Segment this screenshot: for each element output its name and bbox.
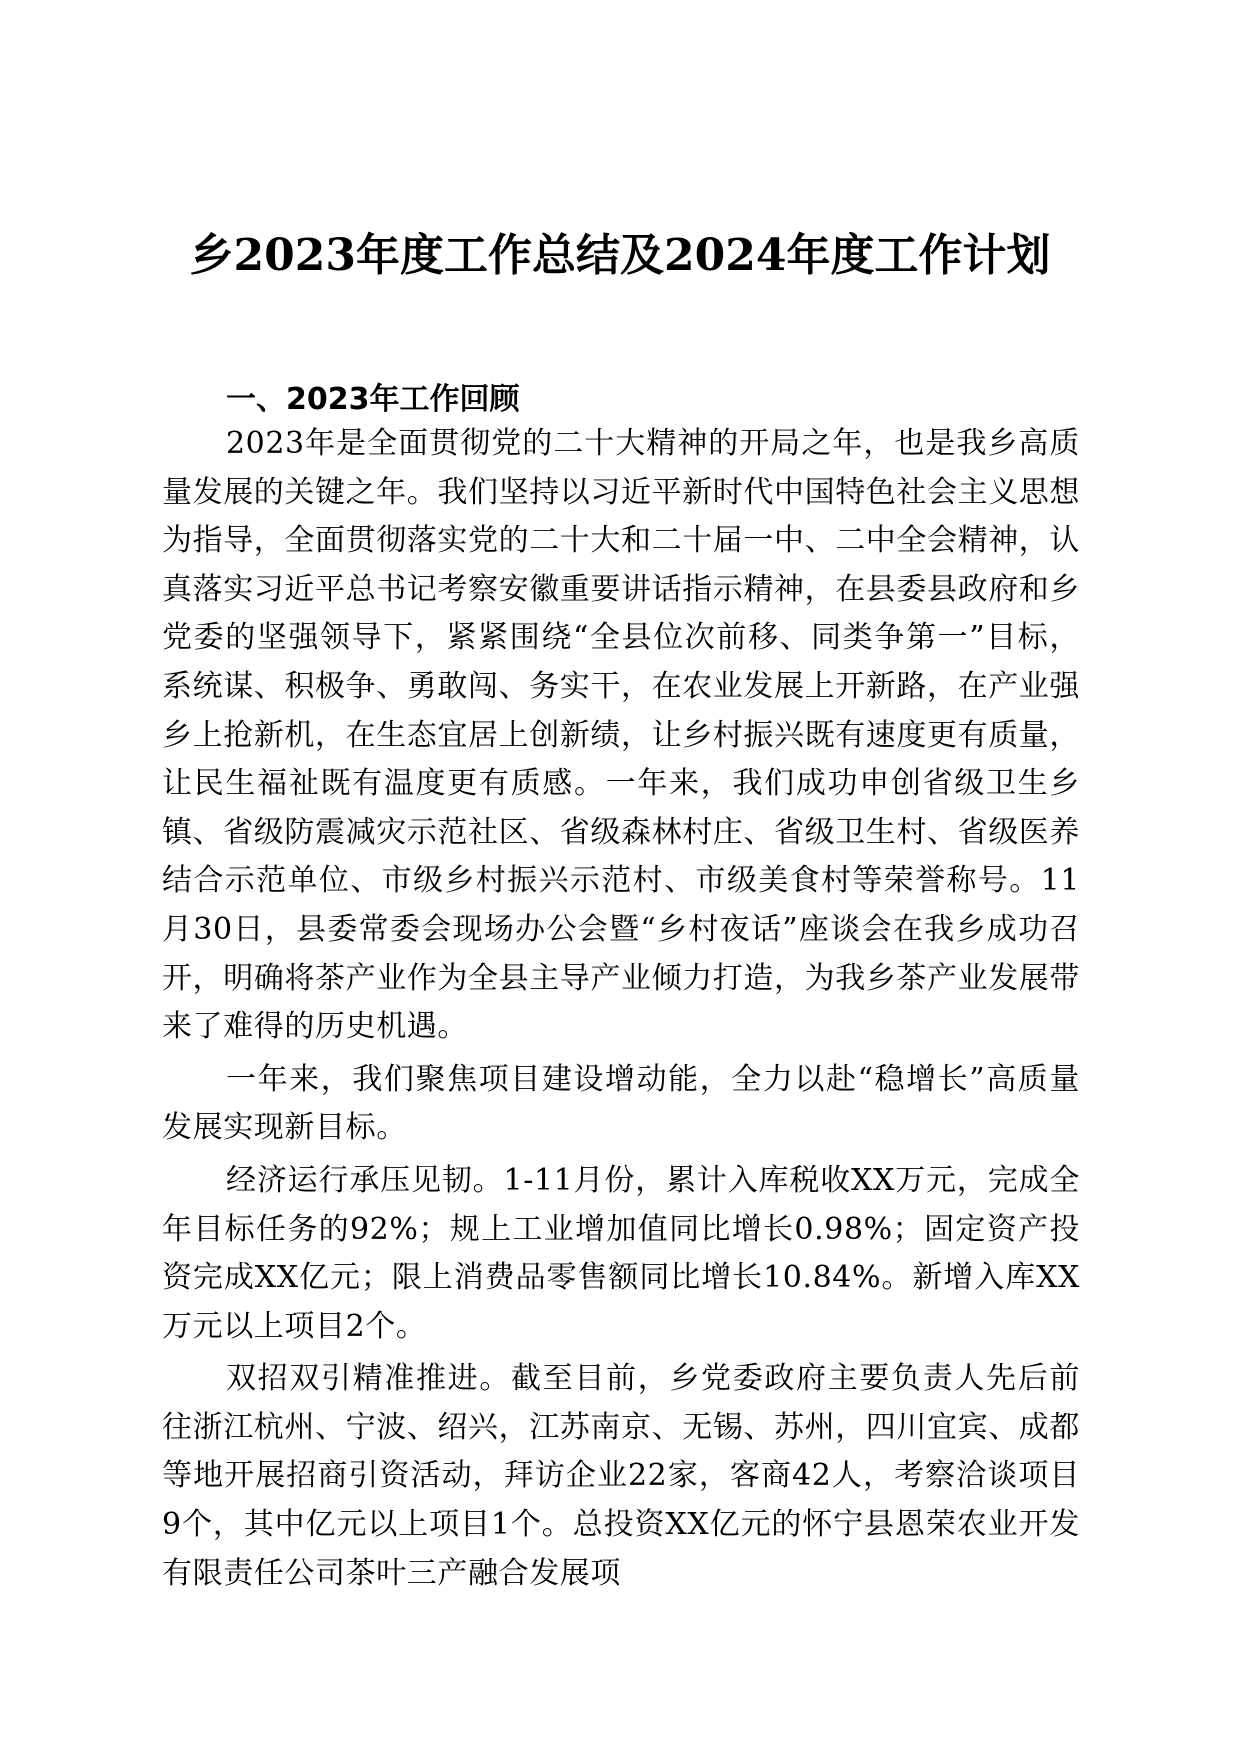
document-body [162, 380, 1080, 1598]
document-title: 乡2023年度工作总结及2024年度工作计划 [189, 230, 1051, 281]
paragraph-overview: 2023年是全面贯彻党的二十大精神的开局之年，也是我乡高质量发展的关键之年。我们坚持以习近平新时代中国特色社会主义思想为指导，全面贯彻落实党的二十大和二十届一中、二中全会精神，认真落实习近平总书记考察安徽重要讲话指示精神，在县委县政府和乡党委的坚强领导下，紧紧围绕“全县位次前移、同类争第一”目标，系统谋、积极争、勇敢闯、务实干，在农业发展上开新路，在产业强乡上抢新机，在生态宜居上创新绩，让乡村振兴既有速度更有质量，让民生福祉既有温度更有质感。一年来，我们成功申创省级卫生乡镇、省级防震减灾示范社区、省级森林村庄、省级卫生村、省级医养结合示范单位、市级乡村振兴示范村、市级美食村等荣誉称号。11月30日，县委常委会现场办公会暨“乡村夜话”座谈会在我乡成功召开，明确将茶产业作为全县主导产业倾力打造，为我乡茶产业发展带来了难得的历史机遇。 [162, 426, 1080, 1045]
paragraph-investment: 双招双引精准推进。截至目前，乡党委政府主要负责人先后前往浙江杭州、宁波、绍兴，江苏南京、无锡、苏州，四川宜宾、成都等地开展招商引资活动，拜访企业22家，客商42人，考察洽谈项目9个，其中亿元以上项目1个。总投资XX亿元的怀宁县恩荣农业开发有限责任公司茶叶三产融合发展项 [162, 1361, 1080, 1591]
paragraph-project-focus: 一年来，我们聚焦项目建设增动能，全力以赴“稳增长”高质量发展实现新目标。 [162, 1061, 1080, 1146]
paragraph-economy: 经济运行承压见韧。1-11月份，累计入库税收XX万元，完成全年目标任务的92%；规上工业增加值同比增长0.98%；固定资产投资完成XX亿元；限上消费品零售额同比增长10.84%。新增入库XX万元以上项目2个。 [162, 1162, 1080, 1344]
section-heading: 一、2023年工作回顾 [226, 382, 520, 417]
